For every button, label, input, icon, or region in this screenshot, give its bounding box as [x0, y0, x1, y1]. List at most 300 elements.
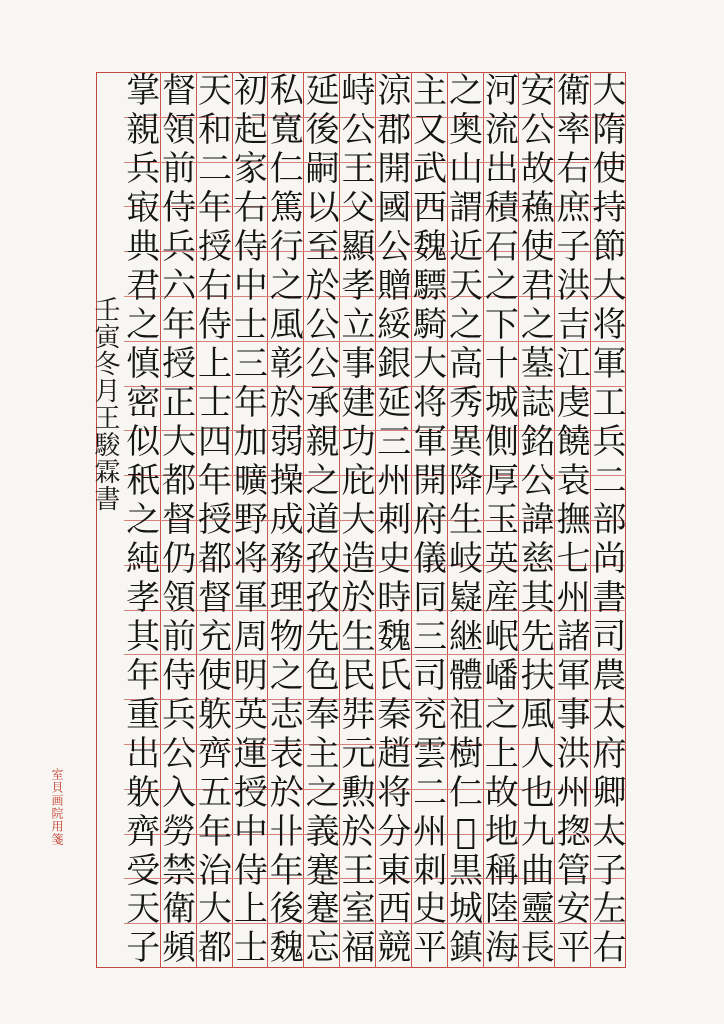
character-cell: 授: [198, 227, 232, 268]
character-cell: 典: [126, 227, 161, 268]
character-cell: 顯: [341, 227, 376, 268]
character-cell: 王: [341, 850, 376, 891]
character-cell: 子: [556, 227, 591, 268]
character-cell: 之: [520, 305, 555, 346]
character-cell: 生: [449, 499, 483, 540]
character-cell: 江: [556, 344, 591, 385]
character-cell: 上: [198, 344, 232, 385]
character-cell: 嶓: [484, 655, 519, 696]
character-cell: 務: [269, 538, 304, 579]
character-cell: 秀: [449, 383, 483, 424]
text-column: [518, 72, 557, 968]
character-cell: 天: [449, 266, 483, 307]
signature-inscription: 壬寅冬月王駿霖書: [90, 296, 120, 512]
character-cell: 督: [198, 577, 232, 618]
character-cell: 曲: [520, 850, 555, 891]
text-column: [339, 72, 378, 968]
character-cell: 年: [198, 461, 232, 501]
character-cell: 㝡: [126, 188, 161, 229]
character-cell: 治: [198, 850, 232, 891]
character-cell: 充: [198, 616, 232, 657]
character-cell: 九: [520, 811, 555, 852]
character-cell: 岐: [449, 538, 483, 579]
character-cell: 蹇: [305, 850, 340, 891]
text-column: [124, 72, 163, 968]
character-cell: 都: [198, 538, 232, 579]
character-cell: 嶷: [449, 577, 483, 618]
character-cell: 靈: [520, 889, 555, 930]
character-cell: 之: [305, 772, 340, 813]
character-cell: 稱: [484, 850, 519, 891]
character-cell: 奥: [449, 110, 483, 151]
character-cell: 史: [413, 889, 448, 930]
character-cell: 将: [377, 772, 412, 813]
character-cell: 銘: [520, 422, 555, 463]
character-cell: 公: [341, 110, 376, 151]
character-cell: 侍: [162, 655, 197, 696]
text-column: [411, 72, 450, 968]
character-cell: 黒: [449, 850, 483, 891]
character-cell: 地: [484, 811, 519, 852]
character-cell: 魏: [377, 616, 412, 657]
character-cell: 農: [592, 655, 627, 696]
character-cell: 側: [484, 422, 519, 463]
character-cell: 慈: [520, 538, 555, 579]
character-cell: 領: [162, 577, 197, 618]
text-column: [196, 72, 235, 968]
character-cell: 蹇: [305, 889, 340, 930]
character-cell: 衛: [162, 889, 197, 930]
character-cell: 魏: [413, 227, 448, 268]
character-cell: 於: [269, 772, 304, 813]
character-cell: 時: [377, 577, 412, 618]
character-cell: 侍: [233, 850, 268, 891]
character-cell: 玉: [484, 499, 519, 540]
character-cell: 兵: [162, 227, 197, 268]
character-cell: 主: [305, 733, 340, 774]
character-cell: 綏: [377, 305, 412, 346]
character-cell: 近: [449, 227, 483, 268]
character-cell: 國: [377, 188, 412, 229]
character-cell: 慎: [126, 344, 161, 385]
character-cell: 七: [556, 538, 591, 579]
character-cell: 墓: [520, 344, 555, 385]
character-cell: 先: [520, 616, 555, 657]
character-cell: 物: [269, 616, 304, 657]
character-cell: 運: [233, 733, 268, 774]
character-cell: 生: [341, 616, 376, 657]
character-cell: 勲: [341, 772, 376, 813]
character-cell: 曠: [233, 461, 268, 501]
character-cell: 公: [305, 344, 340, 385]
character-cell: 管: [556, 850, 591, 891]
character-cell: 禁: [162, 850, 197, 891]
character-cell: 彰: [269, 344, 304, 385]
character-cell: 和: [198, 110, 232, 151]
character-cell: 督: [162, 71, 197, 112]
character-cell: 頻: [162, 928, 197, 969]
character-cell: 君: [126, 266, 161, 307]
character-cell: 将: [233, 538, 268, 579]
character-cell: 以: [305, 188, 340, 229]
character-cell: 年: [198, 188, 232, 229]
character-cell: 篤: [269, 188, 304, 229]
character-cell: 侍: [162, 188, 197, 229]
character-cell: 開: [413, 461, 448, 501]
character-cell: 二: [413, 772, 448, 813]
character-cell: 大: [341, 499, 376, 540]
character-cell: 之: [449, 71, 483, 112]
character-cell: 持: [592, 188, 627, 229]
character-cell: 司: [592, 616, 627, 657]
character-cell: 誌: [520, 383, 555, 424]
character-cell: 私: [269, 71, 304, 112]
character-cell: 州: [413, 811, 448, 852]
character-cell: 之: [449, 305, 483, 346]
character-cell: 部: [592, 499, 627, 540]
character-cell: 揔: [556, 811, 591, 852]
character-cell: 故: [520, 149, 555, 190]
text-column: [303, 72, 342, 968]
character-cell: 将: [413, 383, 448, 424]
character-cell: 建: [341, 383, 376, 424]
character-cell: 降: [449, 461, 483, 501]
character-cell: 風: [520, 694, 555, 735]
character-cell: 公: [305, 305, 340, 346]
character-cell: 之: [126, 305, 161, 346]
character-cell: 府: [592, 733, 627, 774]
text-column: [232, 72, 271, 968]
character-cell: 蘓: [520, 188, 555, 229]
text-column: [160, 72, 199, 968]
character-cell: 初: [233, 71, 268, 112]
character-cell: 大: [162, 422, 197, 463]
character-cell: 色: [305, 655, 340, 696]
character-cell: 齊: [126, 811, 161, 852]
character-cell: 勞: [162, 811, 197, 852]
character-cell: 至: [305, 227, 340, 268]
character-cell: 也: [520, 772, 555, 813]
character-cell: 英: [484, 538, 519, 579]
character-cell: 於: [305, 266, 340, 307]
character-cell: 英: [233, 694, 268, 735]
character-cell: 前: [162, 616, 197, 657]
text-column: [590, 72, 629, 968]
character-cell: 袁: [556, 461, 591, 501]
character-cell: 洪: [556, 266, 591, 307]
character-cell: 掌: [126, 71, 161, 112]
character-cell: 出: [484, 149, 519, 190]
character-cell: 承: [305, 383, 340, 424]
character-cell: 東: [377, 850, 412, 891]
character-cell: 平: [413, 928, 448, 969]
character-cell: 二: [198, 149, 232, 190]
character-cell: 親: [305, 422, 340, 463]
character-cell: 左: [592, 889, 627, 930]
character-cell: 公: [162, 733, 197, 774]
character-cell: 郡: [377, 110, 412, 151]
character-cell: 産: [484, 577, 519, 618]
character-cell: 大: [592, 71, 627, 112]
character-cell: 刺: [413, 850, 448, 891]
character-cell: 三: [233, 344, 268, 385]
character-cell: 密: [126, 383, 161, 424]
character-cell: 天: [126, 889, 161, 930]
character-cell: 忘: [305, 928, 340, 969]
text-column: [375, 72, 414, 968]
character-cell: 之: [484, 266, 519, 307]
character-cell: 造: [341, 538, 376, 579]
character-cell: 都: [162, 461, 197, 501]
character-cell: 兵: [162, 694, 197, 735]
character-cell: 庇: [341, 461, 376, 501]
character-cell: 加: [233, 422, 268, 463]
character-cell: 庶: [556, 188, 591, 229]
character-cell: 寬: [269, 110, 304, 151]
character-cell: 城: [484, 383, 519, 424]
character-cell: 安: [520, 71, 555, 112]
character-cell: 奉: [305, 694, 340, 735]
character-cell: 競: [377, 928, 412, 969]
character-cell: 年: [269, 850, 304, 891]
character-cell: 主: [413, 71, 448, 112]
character-cell: 武: [413, 149, 448, 190]
character-cell: 父: [341, 188, 376, 229]
character-cell: 祖: [449, 694, 483, 735]
character-cell: 事: [341, 344, 376, 385]
character-cell: 史: [377, 538, 412, 579]
character-cell: 民: [341, 655, 376, 696]
character-cell: 於: [341, 811, 376, 852]
character-cell: 年: [126, 655, 161, 696]
character-cell: 衛: [556, 71, 591, 112]
character-cell: 似: [126, 422, 161, 463]
character-cell: 之: [269, 266, 304, 307]
character-cell: 河: [484, 71, 519, 112]
character-cell: 風: [269, 305, 304, 346]
character-cell: 西: [377, 889, 412, 930]
character-cell: 弉: [341, 694, 376, 735]
character-cell: 司: [413, 655, 448, 696]
paper-stamp-text: 室貝画院用箋: [50, 768, 64, 846]
character-cell: 率: [556, 110, 591, 151]
character-cell: 異: [449, 422, 483, 463]
character-cell: 𩲸: [455, 811, 477, 852]
text-column: [267, 72, 306, 968]
character-cell: 西: [413, 188, 448, 229]
character-cell: 城: [449, 889, 483, 930]
character-cell: 大: [413, 344, 448, 385]
character-cell: 太: [592, 811, 627, 852]
character-cell: 親: [126, 110, 161, 151]
character-cell: 體: [449, 655, 483, 696]
character-cell: 野: [233, 499, 268, 540]
character-cell: 操: [269, 461, 304, 501]
character-cell: 軍: [592, 344, 627, 385]
character-cell: 継: [449, 616, 483, 657]
character-cell: 入: [162, 772, 197, 813]
character-cell: 氏: [377, 655, 412, 696]
character-cell: 又: [413, 110, 448, 151]
character-cell: 饒: [556, 422, 591, 463]
character-cell: 鎮: [449, 928, 483, 969]
character-cell: 州: [556, 577, 591, 618]
text-column: [483, 72, 522, 968]
character-cell: 長: [520, 928, 555, 969]
character-cell: 授: [233, 772, 268, 813]
text-column: [447, 72, 486, 968]
character-cell: 士: [233, 928, 268, 969]
character-cell: 卝: [269, 811, 304, 852]
character-cell: 兵: [126, 149, 161, 190]
character-cell: 山: [449, 149, 483, 190]
character-cell: 䠶: [198, 694, 232, 735]
character-cell: 孝: [341, 266, 376, 307]
character-cell: 三: [413, 616, 448, 657]
character-cell: 弱: [269, 422, 304, 463]
character-cell: 年: [233, 383, 268, 424]
character-cell: 右: [592, 928, 627, 969]
character-cell: 君: [520, 266, 555, 307]
character-cell: 吉: [556, 305, 591, 346]
character-cell: 使: [520, 227, 555, 268]
character-cell: 使: [198, 655, 232, 696]
character-cell: 軍: [233, 577, 268, 618]
character-cell: 積: [484, 188, 519, 229]
character-cell: 士: [233, 305, 268, 346]
character-cell: 年: [162, 305, 197, 346]
character-cell: 撫: [556, 499, 591, 540]
character-cell: 流: [484, 110, 519, 151]
character-cell: 之: [126, 499, 161, 540]
character-cell: 天: [198, 71, 232, 112]
character-cell: 将: [592, 305, 627, 346]
character-cell: 元: [341, 733, 376, 774]
character-cell: 理: [269, 577, 304, 618]
character-cell: 府: [413, 499, 448, 540]
character-cell: 軍: [413, 422, 448, 463]
character-cell: 開: [377, 149, 412, 190]
character-cell: 受: [126, 850, 161, 891]
character-cell: 延: [305, 71, 340, 112]
character-cell: 起: [233, 110, 268, 151]
character-cell: 節: [592, 227, 627, 268]
character-cell: 公: [520, 461, 555, 501]
character-cell: 魏: [269, 928, 304, 969]
character-cell: 志: [269, 694, 304, 735]
character-cell: 周: [233, 616, 268, 657]
character-cell: 上: [484, 733, 519, 774]
character-cell: 石: [484, 227, 519, 268]
character-cell: 成: [269, 499, 304, 540]
character-cell: 於: [269, 383, 304, 424]
character-cell: 於: [341, 577, 376, 618]
character-cell: 樹: [449, 733, 483, 774]
character-cell: 工: [592, 383, 627, 424]
character-cell: 尚: [592, 538, 627, 579]
character-cell: 安: [556, 889, 591, 930]
character-cell: 行: [269, 227, 304, 268]
character-cell: 孝: [126, 577, 161, 618]
character-cell: 上: [233, 889, 268, 930]
character-cell: 驃: [413, 266, 448, 307]
character-cell: 書: [592, 577, 627, 618]
character-cell: 都: [198, 928, 232, 969]
character-cell: 出: [126, 733, 161, 774]
character-cell: 後: [269, 889, 304, 930]
character-cell: 扶: [520, 655, 555, 696]
character-cell: 分: [377, 811, 412, 852]
character-cell: 王: [341, 149, 376, 190]
character-cell: 後: [305, 110, 340, 151]
character-cell: 子: [126, 928, 161, 969]
character-cell: 軍: [556, 655, 591, 696]
character-cell: 兖: [413, 694, 448, 735]
character-cell: 大: [198, 889, 232, 930]
character-cell: 子: [592, 850, 627, 891]
character-cell: 平: [556, 928, 591, 969]
character-cell: 立: [341, 305, 376, 346]
character-cell: 嗣: [305, 149, 340, 190]
character-cell: 大: [592, 266, 627, 307]
character-cell: 福: [341, 928, 376, 969]
character-cell: 先: [305, 616, 340, 657]
character-cell: 道: [305, 499, 340, 540]
character-cell: 謂: [449, 188, 483, 229]
character-cell: 表: [269, 733, 304, 774]
character-cell: 雲: [413, 733, 448, 774]
character-cell: 侍: [198, 305, 232, 346]
character-cell: 中: [233, 811, 268, 852]
character-cell: 刺: [377, 499, 412, 540]
character-cell: 之: [305, 461, 340, 501]
character-cell: 室: [341, 889, 376, 930]
character-cell: 中: [233, 266, 268, 307]
character-cell: 右: [233, 188, 268, 229]
character-cell: 卿: [592, 772, 627, 813]
character-cell: 其: [126, 616, 161, 657]
character-cell: 五: [198, 772, 232, 813]
character-cell: 州: [377, 461, 412, 501]
character-cell: 峙: [341, 71, 376, 112]
character-cell: 右: [556, 149, 591, 190]
text-column: [554, 72, 593, 968]
character-cell: 使: [592, 149, 627, 190]
character-cell: 之: [269, 655, 304, 696]
character-cell: 功: [341, 422, 376, 463]
character-cell: 十: [484, 344, 519, 385]
character-cell: 三: [377, 422, 412, 463]
character-cell: 秖: [126, 461, 161, 501]
character-cell: 授: [198, 499, 232, 540]
character-cell: 儀: [413, 538, 448, 579]
character-cell: 四: [198, 422, 232, 463]
character-cell: 故: [484, 772, 519, 813]
character-cell: 事: [556, 694, 591, 735]
character-cell: 公: [520, 110, 555, 151]
character-cell: 仁: [269, 149, 304, 190]
character-cell: 督: [162, 499, 197, 540]
character-cell: 明: [233, 655, 268, 696]
character-cell: 厚: [484, 461, 519, 501]
character-cell: 洪: [556, 733, 591, 774]
character-cell: 岷: [484, 616, 519, 657]
character-cell: 孜: [305, 577, 340, 618]
character-cell: 領: [162, 110, 197, 151]
character-grid: [124, 72, 626, 968]
character-cell: 之: [484, 694, 519, 735]
character-cell: 義: [305, 811, 340, 852]
